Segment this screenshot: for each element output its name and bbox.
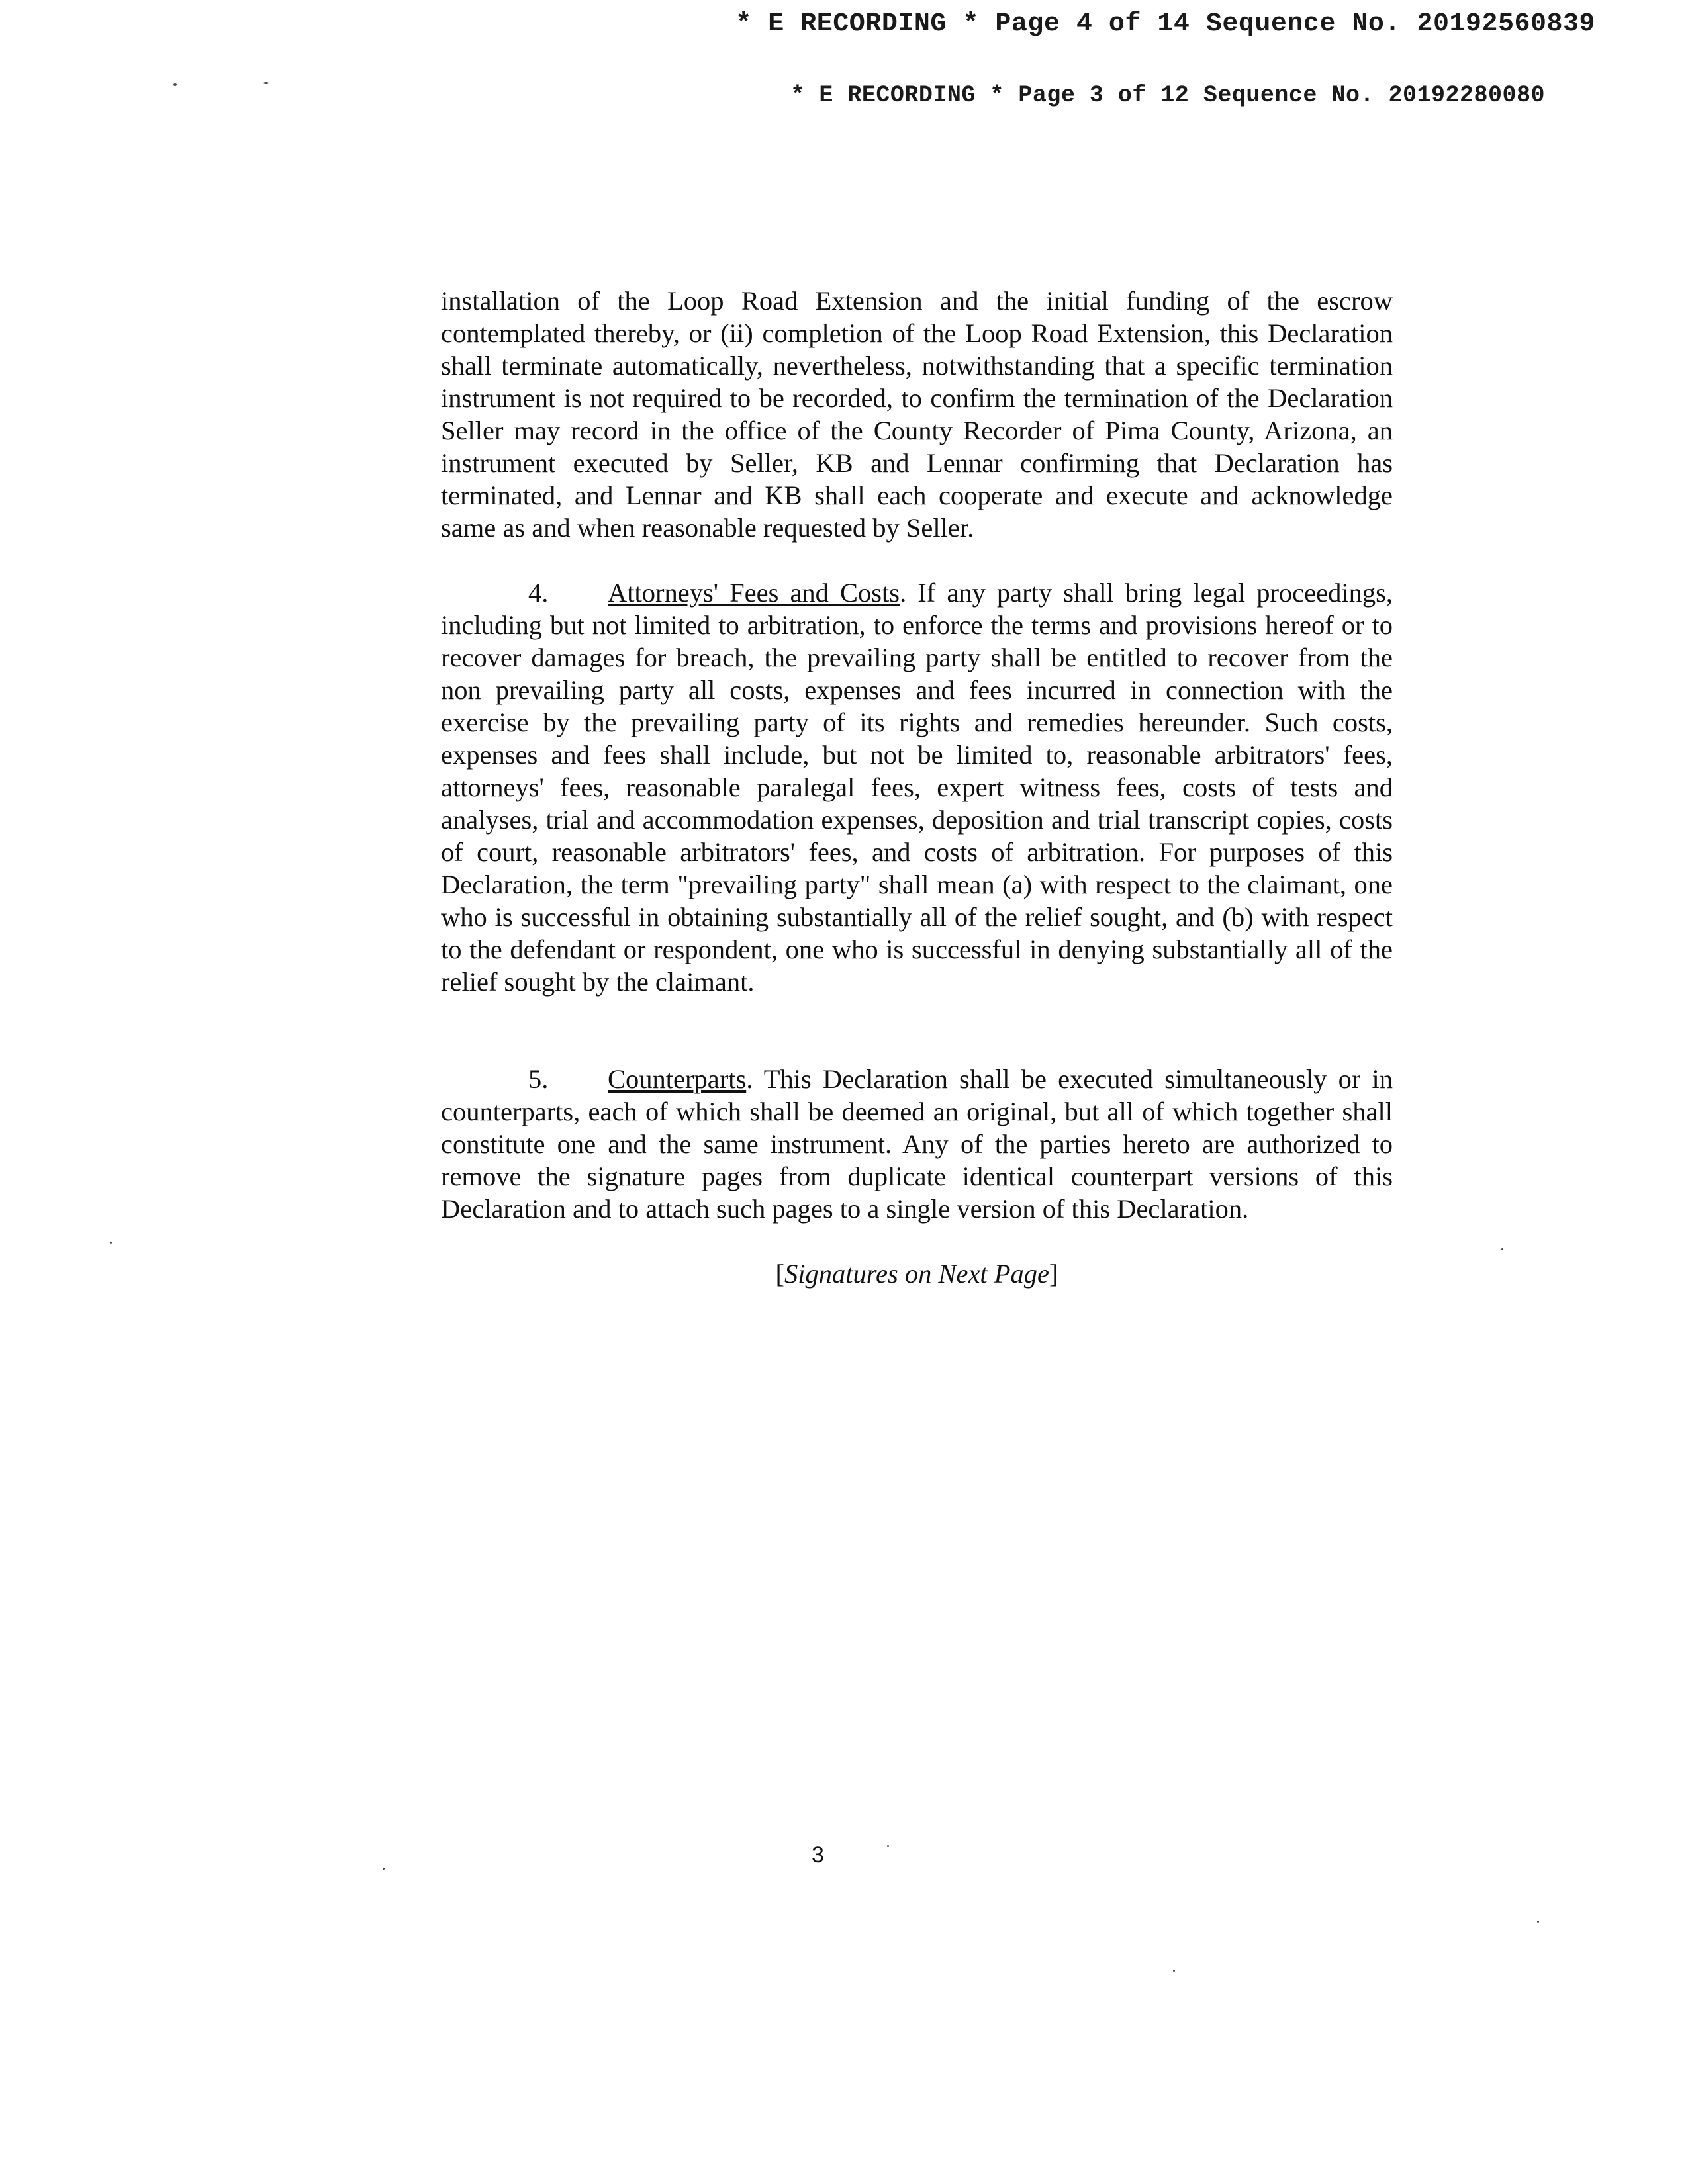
signature-note: [441, 1257, 1393, 1290]
section-number: 4.: [528, 578, 549, 608]
section-text: . If any party shall bring legal proceedings, including but not limited to arbitration, to enforce the terms and provisions hereof or to recover damages for breach, the prevailing party shall be entitled to recover from the non prevailing party all costs, expenses and fees incurred in connection with the exercise by the prevailing party of its rights and remedies hereunder. Such costs, expenses and fees shall include, but not be limited to, reasonable arbitrators' fees, attorneys' fees, reasonable paralegal fees, expert witness fees, costs of tests and analyses, trial and accommodation expenses, deposition and trial transcript copies, costs of court, reasonable arbitrators' fees, and costs of arbitration. For purposes of this Declaration, the term "prevailing party" shall mean (a) with respect to the claimant, one who is successful in obtaining substantially all of the relief sought, and (b) with respect to the defendant or respondent, one who is successful in denying substantially all of the relief sought by the claimant.: [441, 578, 1393, 997]
section-heading: Counterparts: [608, 1064, 747, 1094]
section-text: . This Declaration shall be executed simultaneously or in counterparts, each of which shall be deemed an original, but all of which together shall constitute one and the same instrument. Any of the parties hereto are authorized to remove the signature pages from duplicate identical counterpart versions of this Declaration and to attach such pages to a single version of this Declaration.: [441, 1064, 1393, 1224]
signature-note-text: Signatures on Next Page: [784, 1259, 1050, 1289]
scan-speck: [1173, 1970, 1175, 1972]
section-5-paragraph: [441, 1063, 1393, 1225]
scan-speck: [383, 1868, 385, 1870]
section-4-paragraph: [441, 576, 1393, 998]
section-number: 5.: [528, 1064, 549, 1094]
document-body: [441, 285, 1393, 1290]
page-number: 3: [812, 1843, 824, 1868]
scan-speck: [110, 1242, 112, 1244]
scan-speck: [1537, 1921, 1539, 1923]
scan-speck: [887, 1845, 889, 1847]
recording-stamp-secondary: * E RECORDING * Page 3 of 12 Sequence No. 20192280080: [790, 82, 1545, 109]
bracket-close: ]: [1049, 1259, 1058, 1289]
recording-stamp-primary: * E RECORDING * Page 4 of 14 Sequence No. 20192560839: [735, 9, 1595, 39]
section-heading: Attorneys' Fees and Costs: [608, 578, 900, 608]
scan-speck: [263, 82, 269, 84]
bracket-open: [: [775, 1259, 784, 1289]
continuation-paragraph: installation of the Loop Road Extension and the initial funding of the escrow contemplated thereby, or (ii) completion of the Loop Road Extension, this Declaration shall terminate automatically, nevertheless, notwithstanding that a specific termination instrument is not required to be recorded, to confirm the termination of the Declaration Seller may record in the office of the County Recorder of Pima County, Arizona, an instrument executed by Seller, KB and Lennar confirming that Declaration has terminated, and Lennar and KB shall each cooperate and execute and acknowledge same as and when reasonable requested by Seller.: [441, 286, 1393, 543]
scan-speck: [173, 83, 177, 86]
scan-speck: [1501, 1248, 1503, 1250]
